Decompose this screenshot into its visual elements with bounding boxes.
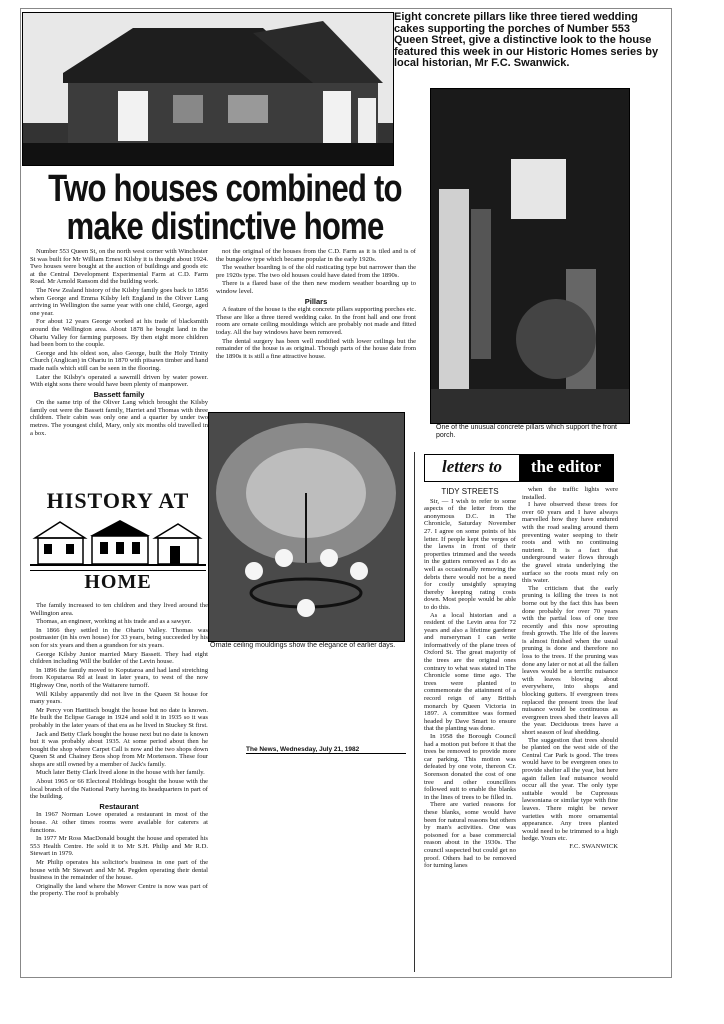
- article-column-1: [30, 248, 208, 438]
- paragraph: The weather boarding is of the old rusticating type but narrower than the pre 1920s type. The two old houses could have dated from the 1890s.: [216, 264, 416, 279]
- paragraph: In 1967 Norman Lowe operated a restaurant in most of the house. At other times rooms were available for caterers at functions.: [30, 811, 208, 834]
- subheading-bassett: Bassett family: [93, 389, 145, 399]
- headline-line-1: Two houses combined to: [48, 168, 402, 210]
- article-column-main: [30, 602, 208, 899]
- paragraph: The New Zealand history of the Kilsby family goes back to 1856 when George and Emma Kilsby left England in the Oliver Lang arriving in Wellington the same year with one child, George, aged one year.: [30, 286, 208, 317]
- paragraph: In 1977 Mr Ross MacDonald bought the house and operated his 553 Health Centre. He sold it to Mr S.H. Philip and Mr R.D. Stewart in 1979.: [30, 835, 208, 858]
- paragraph: not the original of the houses from the C.D. Farm as it is tiled and is of the bungalow type which became popular in the early 1920s.: [216, 248, 416, 263]
- paragraph: The criticism that the early pruning is killing the trees is not borne out by the fact this has been done probably for over 70 years with the partial loss of one tree recently and this now sprouting fresh growth. The life of the leaves is almost finished when the usual pruning is done and therefore no loss to the trees. If the pruning was done any later or not at all the fallen leaves would be a terrific nuisance with leaves blowing about everywhere, into shops and blocking gutters. If evergreen trees replaced the present trees the leaf nuisance would be continuous as evergreen trees shed their leaves all the year. Deciduous trees have a short season of leaf shedding.: [522, 584, 618, 736]
- paragraph: Mr Percy von Hartitsch bought the house but no date is known. He built the Eclipse Garage in 1924 and sold it in 1935 so it was probably in the later years of that era as he lived in Stuckey St first.: [30, 706, 208, 729]
- paragraph: Much later Betty Clark lived alone in the house with her family.: [36, 769, 205, 777]
- house-photo: [22, 12, 394, 166]
- chandelier-illustration: [209, 413, 404, 641]
- paragraph: The family increased to ten children and they lived around the Wellington area.: [30, 602, 208, 617]
- paragraph: Originally the land where the Mower Centre is now was part of the property. The roof is probably: [30, 882, 208, 898]
- paragraph: Thomas, an engineer, working at his trade and as a sawyer.: [36, 618, 192, 626]
- paragraph: George and his oldest son, also George, built the Holy Trinity Church (Anglican) in Ohariu in 1870 with pitsawn timber and hand made nails which still can be seen in the flooring.: [30, 349, 208, 372]
- top-caption: Eight concrete pillars like three tiered wedding cakes supporting the porches of Number 553 Queen Street, give a distinctive look to the house featured this week in our Historic Homes series by local historian, Mr F.C. Swanwick.: [394, 11, 659, 69]
- pillar-photo: [430, 88, 630, 424]
- paragraph: In 1896 the family moved to Koputaroa and had land stretching from Koputaroa Rd at least in later years, to west of the now Highway One, north of the Waitarere turnoff.: [30, 666, 208, 689]
- paragraph: There is a flared base of the then new modern weather boarding up to window level.: [216, 280, 416, 295]
- paragraph: I have observed these trees for over 60 years and I have always marvelled how they have endured with the road sealing around them preventing water seeping to their roots and with no continuing nutrient. It is a fact that underground water flows through the gravel strata underlying the surface so the roots must rely on this water.: [522, 501, 618, 585]
- paragraph: Later the Kilsby's operated a sawmill driven by water power. With eight sons there would have been plenty of manpower.: [30, 373, 208, 389]
- history-title-top: HISTORY AT: [46, 488, 190, 513]
- column-rule: [414, 452, 415, 972]
- history-at-home-logo: [30, 488, 206, 598]
- letter-column-1: [424, 488, 516, 870]
- subheading-pillars: Pillars: [304, 296, 328, 306]
- paragraph: George Kilsby Junior married Mary Bassett. They had eight children including Will the builder of the Levin house.: [30, 650, 208, 666]
- article-column-2: [216, 248, 416, 361]
- letters-banner-left: letters to: [425, 455, 519, 481]
- headline: [22, 170, 428, 246]
- paragraph: The dental surgery has been well modified with lower ceilings but the remainder of the house is as original. Though parts of the house date from the 1890s it is still a fine attractive house.: [216, 337, 416, 360]
- paragraph: In 1866 they settled in the Ohariu Valley. Thomas was postmaster (in his own house) for 33 years, being succeeded by his son for six years and then a grandson for six years.: [30, 626, 208, 649]
- paragraph: Mr Philip operates his solicitor's business in one part of the house with Mr Stewart and Mr M. Pegden operating their dental business in the remainder of the house.: [30, 859, 208, 882]
- house-illustration: [23, 13, 393, 165]
- pillar-illustration: [431, 89, 629, 423]
- subheading-restaurant: Restaurant: [99, 801, 139, 811]
- letters-banner: [424, 454, 614, 482]
- paragraph: About 1965 or 66 Electoral Holdings bought the house with the local branch of the National Party having its headquarters in part of the building.: [30, 778, 208, 801]
- letter-signature: F.C. SWANWICK: [569, 842, 618, 850]
- ceiling-photo: [208, 412, 405, 642]
- paragraph: Will Kilsby apparently did not live in the Queen St house for many years.: [30, 690, 208, 706]
- paragraph: A feature of the house is the eight concrete pillars supporting porches etc. These are like a three tiered wedding cake. In the front hall and one front room are ornate ceiling mouldings which are probably not made and fitted today. All the bay windows have been removed.: [216, 306, 416, 336]
- paragraph: In 1958 the Borough Council had a motion put before it that the trees be removed to provide more car parking. This motion was defeated by one vote, thereon Cr. Sorenson donated the cost of one tree and other councillors followed suit to enable the blanks in the lines of trees to be filled in.: [424, 733, 516, 801]
- paragraph: Number 553 Queen St, on the north west corner with Winchester St was built for Mr William Ernest Kilsby it is thought about 1924. Two houses were bought at the auction of buildings and goods etc at the Central Development Experimental Farm at C.D. Farm Road. Mr Arnold Ransom did the building work.: [30, 248, 208, 286]
- pillar-caption: One of the unusual concrete pillars which support the front porch.: [436, 424, 617, 439]
- paragraph: As a local historian and a resident of the Levin area for 72 years and also a lifetime gardener and nurseryman I can write informatively of the plane trees of Oxford St. The great majority of the trees are the original ones contrary to what was stated in The Chronicle some time ago. The trees were planted to commemorate the attainment of a record reign of any British monarch by Queen Victoria in 1897. A committee was formed headed by Dave Smart to ensure that the planting was done.: [424, 611, 516, 733]
- letter-title: TIDY STREETS: [441, 487, 499, 496]
- paragraph: Jack and Betty Clark bought the house next but no date is known but it was probably about 1935. At some period about then he bought the shop where Carpet Call is now and the two shops down Queen St and Chainey Bros shop from Mr Mortenson. These four shops are still owned by a member of Jack's family.: [30, 730, 208, 768]
- dateline: The News, Wednesday, July 21, 1982: [246, 746, 406, 754]
- paragraph: The suggestion that trees should be planted on the west side of the Central Car Park is good. The trees would have to be evergreen ones to provide shelter all the year, but here again fallen leaf nuisance would occur all the year. The only type suitable would be Cupressus lawsoniana or similar type with fine leaves. There might be newer varieties with more ornamental appearance. Any trees planted would need to be trimmed to a high hedge. Yours etc.: [522, 736, 618, 843]
- houses-sketch-icon: [30, 516, 206, 568]
- headline-line-2: make distinctive home: [66, 206, 384, 248]
- paragraph: when the traffic lights were installed.: [522, 486, 618, 501]
- ceiling-caption: Ornate ceiling mouldings show the elegance of earlier days.: [210, 642, 396, 649]
- history-title-bottom: HOME: [30, 570, 206, 594]
- paragraph: On the same trip of the Oliver Lang which brought the Kilsby family out were the Bassett family, Harriet and Thomas with three children. Their cabin was only one and a quarter by under two metres. The youngest child, Mary, only six months old travelled in a box.: [30, 399, 208, 437]
- paragraph: Sir, — I wish to refer to some aspects of the letter from the anonymous D.C. in The Chronicle, Saturday November 27. I agree on some points of his letter. If people kept the verges of the lawns in front of their properties trimmed and the weeds in the gutters removed as I do as well as occasionally removing the debris there would not be a need for costly unsightly spraying thereby keeping rating costs down. Most people would be able to do this.: [424, 497, 516, 611]
- letter-column-2: [522, 486, 618, 851]
- paragraph: There are varied reasons for these blanks, some would have been for natural reasons but others by man's activities. One was poisoned for a base commercial reason about in the 1930s. The council suspected but could get no proof. Others had to be removed for turning lanes: [424, 801, 516, 870]
- paragraph: For about 12 years George worked at his trade of blacksmith around the Wellington area. About 1878 he bought land in the Ohariu Valley for farming purposes. By then eight more children had been born to the couple.: [30, 318, 208, 349]
- letters-banner-right: the editor: [519, 455, 613, 481]
